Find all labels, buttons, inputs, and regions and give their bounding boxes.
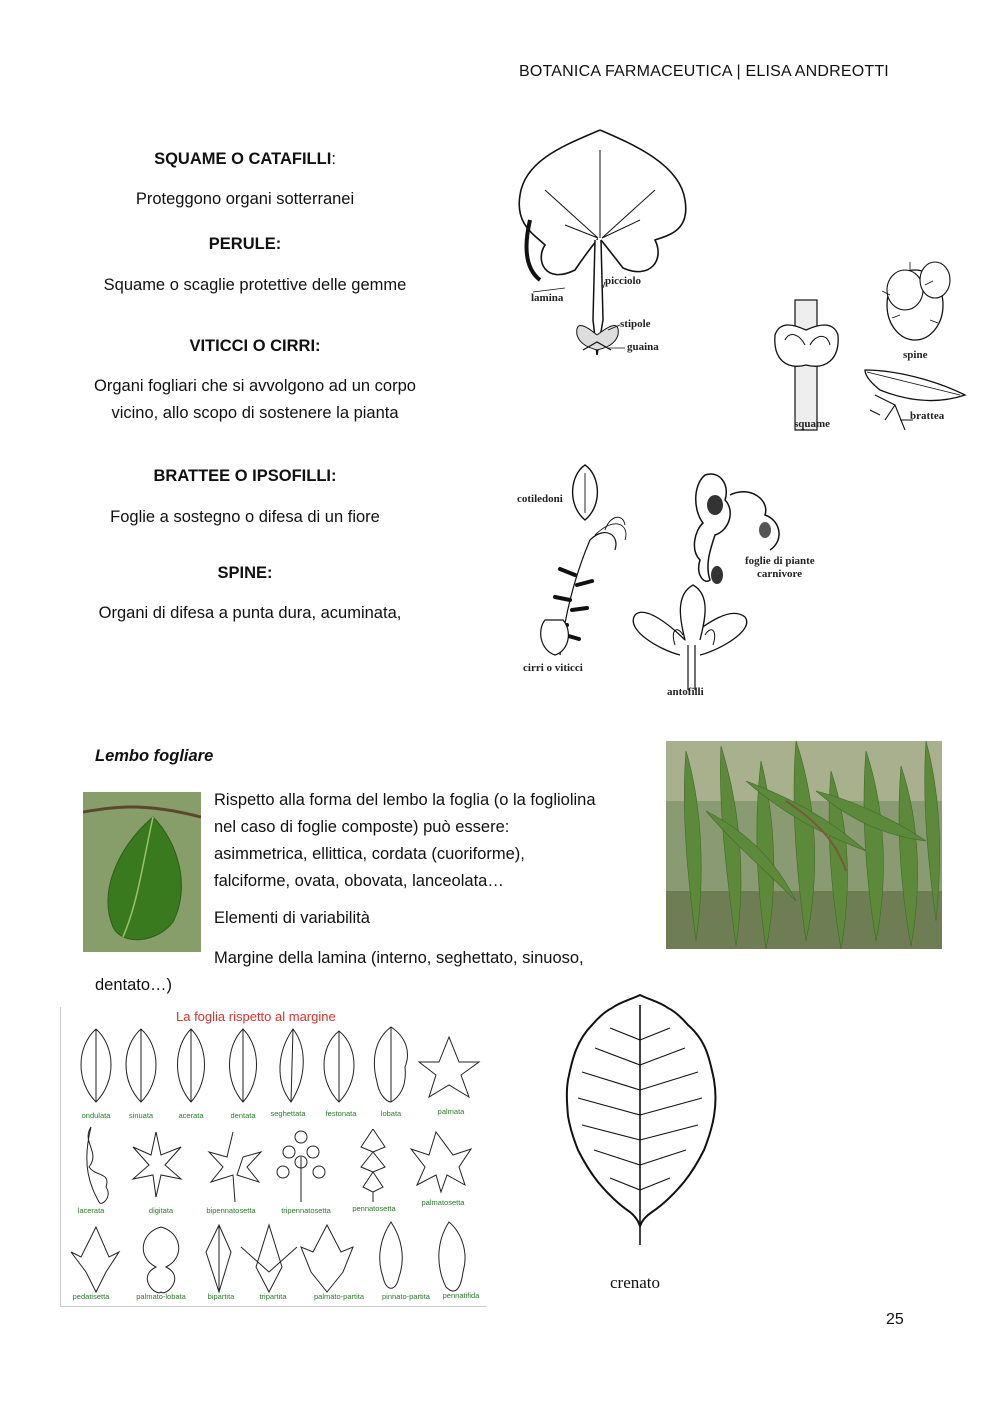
margin-label-tripartita: tripartita — [259, 1292, 287, 1301]
label-crenato: crenato — [610, 1273, 661, 1292]
lembo-margine-line2: dentato…) — [95, 976, 173, 994]
crenate-leaf-drawing — [560, 990, 730, 1260]
figure-leaf-modifications — [505, 455, 835, 705]
eucalyptus-photo — [666, 741, 942, 949]
heading-squame-text: SQUAME O CATAFILLI — [154, 150, 332, 168]
heading-viticci: VITICCI O CIRRI: — [189, 337, 321, 355]
margin-label-bipartita: bipartita — [207, 1292, 235, 1301]
eucalyptus-photo-drawing — [666, 741, 942, 949]
label-picciolo: picciolo — [605, 275, 642, 287]
label-guaina: guaina — [627, 341, 659, 353]
heading-squame-colon: : — [331, 150, 336, 168]
margin-label-palmatosetta: palmatosetta — [421, 1198, 465, 1207]
margin-label-lobata: lobata — [380, 1109, 402, 1118]
margin-label-pinnato-partita: pinnato-partita — [382, 1292, 430, 1301]
margin-label-lacerata: lacerata — [77, 1206, 105, 1215]
label-brattea: brattea — [910, 410, 945, 422]
label-lamina: lamina — [531, 292, 564, 304]
section-title-lembo: Lembo fogliare — [95, 747, 214, 765]
margin-label-sinuata: sinuata — [128, 1111, 154, 1120]
heading-brattee: BRATTEE O IPSOFILLI: — [153, 467, 337, 485]
lembo-margine-line1: Margine della lamina (interno, seghettato, sinuoso, — [214, 949, 584, 967]
margin-label-palmata: palmata — [437, 1107, 465, 1116]
text-viticci-line2: vicino, allo scopo di sostenere la pianta — [111, 404, 399, 422]
leaf-photo — [83, 792, 201, 952]
text-spine: Organi di difesa a punta dura, acuminata, — [98, 604, 402, 622]
margin-label-pennatifida: pennatifida — [442, 1291, 480, 1300]
heading-squame — [40, 150, 450, 169]
label-stipole: stipole — [620, 318, 651, 330]
label-foglie-line1: foglie di piante — [745, 555, 815, 567]
lembo-variabilita: Elementi di variabilità — [214, 909, 370, 927]
figure-leaf-parts — [505, 120, 975, 450]
heading-perule: PERULE: — [208, 235, 282, 253]
leaf-margins-drawing — [61, 1007, 487, 1306]
lembo-line-3: asimmetrica, ellittica, cordata (cuoriforme), — [214, 845, 525, 863]
leaf-parts-drawing — [505, 120, 975, 450]
margin-label-digitata: digitata — [148, 1206, 174, 1215]
lembo-line-2: nel caso di foglie composte) può essere: — [214, 818, 510, 836]
label-cotiledoni: cotiledoni — [517, 493, 563, 505]
margin-label-dentata: dentata — [230, 1111, 256, 1120]
label-cirri: cirri o viticci — [523, 662, 583, 674]
label-foglie-line2: carnivore — [757, 568, 803, 580]
label-antofilli: antofilli — [667, 686, 704, 698]
margin-label-palmato-lobata: palmato-lobata — [136, 1292, 186, 1301]
margin-label-ondulata: ondulata — [81, 1111, 111, 1120]
margin-label-seghettata: seghettata — [270, 1109, 306, 1118]
margin-label-pennatosetta: pennatosetta — [352, 1204, 396, 1213]
page-header: BOTANICA FARMACEUTICA | ELISA ANDREOTTI — [519, 63, 889, 80]
page-number: 25 — [886, 1311, 904, 1328]
margin-label-tripennatosetta: tripennatosetta — [281, 1206, 331, 1215]
lembo-line-1: Rispetto alla forma del lembo la foglia (o la fogliolina — [214, 791, 596, 809]
text-perule: Squame o scaglie protettive delle gemme — [103, 276, 407, 294]
margin-label-festonata: festonata — [325, 1109, 357, 1118]
leaf-photo-drawing — [83, 792, 201, 952]
label-spine: spine — [903, 349, 928, 361]
text-brattee: Foglie a sostegno o difesa di un fiore — [110, 508, 380, 526]
margin-label-palmato-partita: palmato-partita — [313, 1292, 365, 1301]
chart-title: La foglia rispetto al margine — [176, 1009, 336, 1024]
margin-label-pedatisetta: pedatisetta — [72, 1292, 110, 1301]
heading-spine: SPINE: — [217, 564, 273, 582]
text-squame: Proteggono organi sotterranei — [135, 190, 355, 208]
text-viticci-line1: Organi fogliari che si avvolgono ad un corpo — [94, 377, 416, 395]
margin-label-acerata: acerata — [178, 1111, 204, 1120]
margin-label-bipennatosetta: bipennatosetta — [206, 1206, 256, 1215]
label-squame: squame — [794, 418, 831, 430]
figure-crenato — [560, 990, 730, 1300]
lembo-line-4: falciforme, ovata, obovata, lanceolata… — [214, 872, 504, 890]
chart-leaf-margins — [60, 1007, 487, 1307]
